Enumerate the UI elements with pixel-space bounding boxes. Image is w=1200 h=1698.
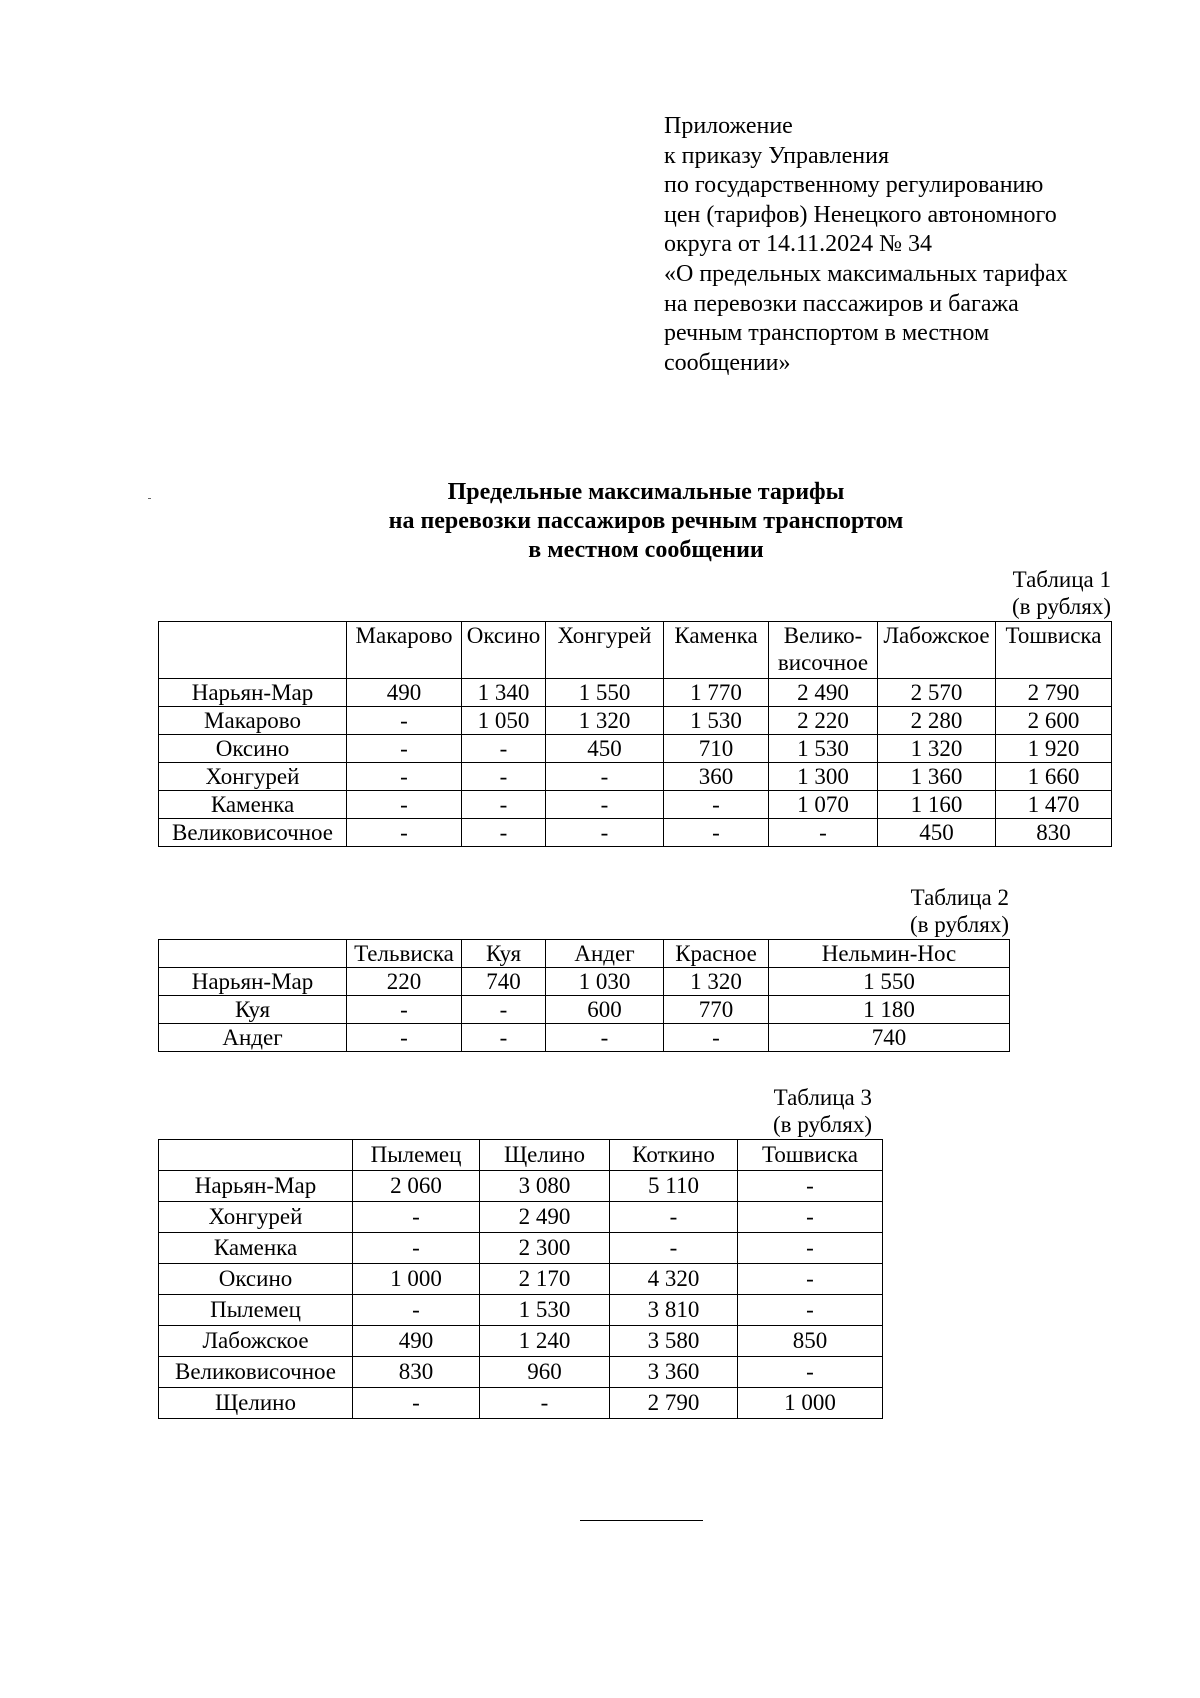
table-cell: 3 580: [610, 1326, 738, 1357]
table-cell: 4 320: [610, 1264, 738, 1295]
table-cell: -: [347, 1024, 462, 1052]
table-cell: -: [610, 1202, 738, 1233]
row-label: Нарьян-Мар: [159, 968, 347, 996]
table-cell: -: [462, 819, 546, 847]
table-cell: 1 340: [462, 679, 546, 707]
table-row: [159, 679, 1112, 707]
table-row: [159, 763, 1112, 791]
table-cell: 1 530: [664, 707, 769, 735]
appendix-line: «О предельных максимальных тарифах: [664, 260, 1068, 287]
table-cell: 1 660: [996, 763, 1112, 791]
table-cell: -: [353, 1233, 480, 1264]
row-label: Хонгурей: [159, 763, 347, 791]
table1-unit: (в рублях): [1011, 594, 1111, 619]
row-label: Великовисочное: [159, 1357, 353, 1388]
table-cell: 1 320: [664, 968, 769, 996]
table-row: [159, 791, 1112, 819]
row-label: Оксино: [159, 1264, 353, 1295]
table-cell: -: [546, 791, 664, 819]
table-row: [159, 1326, 883, 1357]
column-header: Пылемец: [353, 1140, 480, 1171]
table3-body: [159, 1171, 883, 1419]
table-cell: -: [347, 707, 462, 735]
row-label: Нарьян-Мар: [159, 1171, 353, 1202]
table-cell: 1 050: [462, 707, 546, 735]
table-row: [159, 707, 1112, 735]
table2-body: [159, 968, 1010, 1052]
column-header: Куя: [462, 940, 546, 968]
column-header: Андег: [546, 940, 664, 968]
table-cell: 2 490: [769, 679, 878, 707]
appendix-line: сообщении»: [664, 349, 791, 376]
column-header: Щелино: [480, 1140, 610, 1171]
column-header: Коткино: [610, 1140, 738, 1171]
table-cell: -: [353, 1202, 480, 1233]
table2-caption: Таблица 2: [910, 885, 1009, 910]
table-cell: -: [462, 791, 546, 819]
table-cell: -: [664, 819, 769, 847]
table-cell: 3 810: [610, 1295, 738, 1326]
table-cell: 830: [353, 1357, 480, 1388]
table-cell: 740: [769, 1024, 1010, 1052]
table-cell: 1 770: [664, 679, 769, 707]
appendix-line: округа от 14.11.2024 № 34: [664, 231, 933, 258]
appendix-line: Приложение: [664, 113, 793, 139]
table2-unit: (в рублях): [909, 912, 1009, 937]
table-cell: 2 280: [878, 707, 996, 735]
row-label: Куя: [159, 996, 347, 1024]
title-line: в местном сообщении: [528, 537, 764, 563]
row-label: Нарьян-Мар: [159, 679, 347, 707]
table-row: [159, 996, 1010, 1024]
table-cell: -: [462, 996, 546, 1024]
appendix-line: цен (тарифов) Ненецкого автономного: [664, 201, 1057, 228]
table-cell: 830: [996, 819, 1112, 847]
table-cell: 1 160: [878, 791, 996, 819]
table-cell: -: [738, 1171, 883, 1202]
table-cell: 450: [546, 735, 664, 763]
table-cell: 1 920: [996, 735, 1112, 763]
table-cell: -: [738, 1233, 883, 1264]
table-cell: 740: [462, 968, 546, 996]
table3-unit: (в рублях): [772, 1112, 872, 1137]
row-label: Пылемец: [159, 1295, 353, 1326]
tariff-table-1: [158, 621, 1112, 847]
document-title: [300, 478, 992, 565]
table-cell: -: [347, 996, 462, 1024]
table-cell: -: [546, 1024, 664, 1052]
tariff-table-2: [158, 939, 1010, 1052]
row-label: Каменка: [159, 1233, 353, 1264]
end-rule: [580, 1520, 703, 1521]
table-cell: 850: [738, 1326, 883, 1357]
table-row: [159, 1357, 883, 1388]
table3-head: [159, 1140, 883, 1171]
table3-header-row: [159, 1140, 883, 1171]
table-cell: -: [353, 1388, 480, 1419]
table-cell: 2 490: [480, 1202, 610, 1233]
table-cell: 1 240: [480, 1326, 610, 1357]
table-cell: -: [462, 735, 546, 763]
table-row: [159, 1295, 883, 1326]
title-line: на перевозки пассажиров речным транспортом: [388, 508, 904, 534]
row-label: Оксино: [159, 735, 347, 763]
row-label: Щелино: [159, 1388, 353, 1419]
table-cell: 2 060: [353, 1171, 480, 1202]
table2-caption-block: [800, 884, 1009, 938]
column-header: Нельмин-Нос: [769, 940, 1010, 968]
table-cell: 1 320: [546, 707, 664, 735]
table-cell: -: [480, 1388, 610, 1419]
row-label: Макарово: [159, 707, 347, 735]
table-cell: 450: [878, 819, 996, 847]
appendix-line: по государственному регулированию: [664, 172, 1044, 199]
table-cell: 3 360: [610, 1357, 738, 1388]
table1-caption-block: [900, 566, 1111, 620]
table2-header-row: [159, 940, 1010, 968]
table-cell: 960: [480, 1357, 610, 1388]
table-cell: 2 570: [878, 679, 996, 707]
table-cell: 2 300: [480, 1233, 610, 1264]
table-row: [159, 1202, 883, 1233]
row-label: Лабожское: [159, 1326, 353, 1357]
table-cell: -: [353, 1295, 480, 1326]
table-cell: 2 170: [480, 1264, 610, 1295]
column-header: Макарово: [347, 622, 462, 679]
table-cell: 490: [353, 1326, 480, 1357]
table-cell: -: [546, 763, 664, 791]
table1-corner-cell: [159, 622, 347, 679]
table-row: [159, 1264, 883, 1295]
table-cell: 1 030: [546, 968, 664, 996]
table-cell: 1 550: [769, 968, 1010, 996]
table-cell: -: [664, 791, 769, 819]
table-cell: 1 470: [996, 791, 1112, 819]
table-cell: 490: [347, 679, 462, 707]
scan-speck: [148, 498, 151, 499]
table-cell: -: [738, 1357, 883, 1388]
table-cell: -: [347, 735, 462, 763]
table3-caption: Таблица 3: [773, 1085, 872, 1110]
table-cell: -: [347, 763, 462, 791]
table-cell: 1 070: [769, 791, 878, 819]
table-cell: -: [347, 819, 462, 847]
column-header: Тошвиска: [996, 622, 1112, 679]
appendix-line: речным транспортом в местном: [664, 320, 990, 347]
appendix-header: [664, 112, 1134, 378]
table1-header-row: [159, 622, 1112, 679]
row-label: Каменка: [159, 791, 347, 819]
table-cell: 1 000: [353, 1264, 480, 1295]
table-row: [159, 735, 1112, 763]
column-header: Оксино: [462, 622, 546, 679]
table-cell: 710: [664, 735, 769, 763]
column-header: Хонгурей: [546, 622, 664, 679]
column-header: Каменка: [664, 622, 769, 679]
column-header: Тошвиска: [738, 1140, 883, 1171]
row-label: Хонгурей: [159, 1202, 353, 1233]
table-row: [159, 968, 1010, 996]
table-cell: 220: [347, 968, 462, 996]
table-cell: 360: [664, 763, 769, 791]
tariff-table-3: [158, 1139, 883, 1419]
column-header: Лабожское: [878, 622, 996, 679]
appendix-line: на перевозки пассажиров и багажа: [664, 290, 1019, 317]
table-row: [159, 1233, 883, 1264]
table-cell: 2 790: [610, 1388, 738, 1419]
table1-body: [159, 679, 1112, 847]
table1-head: [159, 622, 1112, 679]
table-row: [159, 1388, 883, 1419]
table-cell: 2 600: [996, 707, 1112, 735]
row-label: Андег: [159, 1024, 347, 1052]
table-cell: -: [769, 819, 878, 847]
table-cell: -: [610, 1233, 738, 1264]
table-cell: 1 320: [878, 735, 996, 763]
table-cell: -: [347, 791, 462, 819]
column-header: Велико- височное: [769, 622, 878, 679]
column-header: Красное: [664, 940, 769, 968]
table-cell: 600: [546, 996, 664, 1024]
row-label: Великовисочное: [159, 819, 347, 847]
table-cell: 5 110: [610, 1171, 738, 1202]
table-row: [159, 1171, 883, 1202]
table-cell: 1 360: [878, 763, 996, 791]
table-cell: -: [462, 763, 546, 791]
table-cell: 1 300: [769, 763, 878, 791]
table-cell: 3 080: [480, 1171, 610, 1202]
table3-corner-cell: [159, 1140, 353, 1171]
column-header: Тельвиска: [347, 940, 462, 968]
table-cell: -: [462, 1024, 546, 1052]
table1-caption: Таблица 1: [1012, 567, 1111, 592]
table-cell: -: [664, 1024, 769, 1052]
table-cell: -: [546, 819, 664, 847]
table-cell: -: [738, 1295, 883, 1326]
table-cell: 1 000: [738, 1388, 883, 1419]
table-cell: 1 180: [769, 996, 1010, 1024]
table2-head: [159, 940, 1010, 968]
table-row: [159, 1024, 1010, 1052]
table-cell: 1 550: [546, 679, 664, 707]
table3-caption-block: [700, 1084, 872, 1138]
title-line: Предельные максимальные тарифы: [447, 479, 845, 505]
table-cell: -: [738, 1202, 883, 1233]
table-cell: 1 530: [769, 735, 878, 763]
table-cell: 2 790: [996, 679, 1112, 707]
table-cell: 770: [664, 996, 769, 1024]
table-cell: 2 220: [769, 707, 878, 735]
table-cell: -: [738, 1264, 883, 1295]
table-cell: 1 530: [480, 1295, 610, 1326]
table-row: [159, 819, 1112, 847]
table2-corner-cell: [159, 940, 347, 968]
appendix-line: к приказу Управления: [664, 142, 890, 169]
